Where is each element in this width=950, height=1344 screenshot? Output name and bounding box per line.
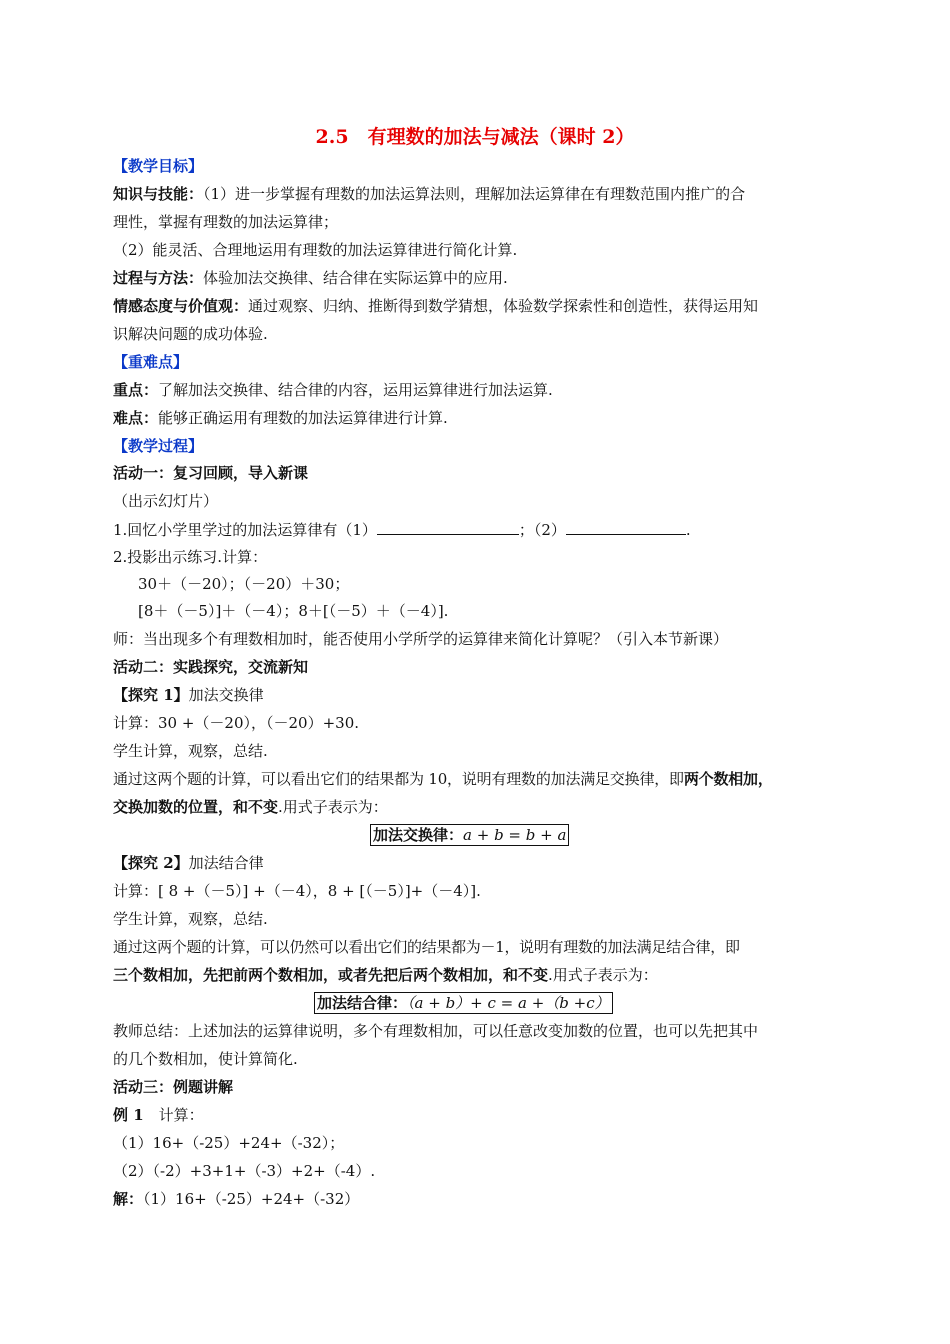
page-title: 2.5 有理数的加法与减法（课时 2） [315,126,635,148]
explore-1-title: 加法交换律 [188,686,264,704]
process-text: 体验加法交换律、结合律在实际运算中的应用. [203,269,508,287]
explore-2-students: 学生计算，观察，总结. [113,910,268,928]
section-heading-key-points: 【重难点】 [113,353,189,371]
activity1-heading: 活动一：复习回顾，导入新课 [113,464,309,482]
explore-2-text-1: 通过这两个题的计算，可以仍然可以看出它们的结果都为－1，说明有理数的加法满足结合律，即 [113,938,740,956]
commutative-law-box [370,824,569,846]
associative-law-box [314,992,613,1014]
example-1-label: 例 1 [113,1106,144,1124]
example-item-2: （2）（-2）+3+1+（-3）+2+（-4）. [113,1162,376,1180]
explore-2-bold: 三个数相加，先把前两个数相加，或者先把后两个数相加，和不变 [113,966,549,984]
difficulty-text: 能够正确运用有理数的加法运算律进行计算. [158,409,448,427]
question-1-part-a: 1.回忆小学里学过的加法运算律有（1） [113,521,377,539]
question-1-part-c: . [685,521,691,539]
commutative-law-formula: a + b = b + a [463,826,567,844]
explore-1-paragraph-line-2 [113,797,388,817]
teacher-summary-1: 教师总结：上述加法的运算律说明，多个有理数相加，可以任意改变加数的位置，也可以先把其中 [113,1022,759,1040]
explore-1-paragraph-line-1 [113,769,773,789]
question-1-part-b: ；（2） [518,521,566,539]
teacher-question: 师：当出现多个有理数相加时，能否使用小学所学的运算律来简化计算呢？（引入本节新课） [113,630,729,648]
explore-1-bold-1: 两个数相加， [683,770,773,788]
section-heading-process: 【教学过程】 [113,437,204,455]
explore-2-paragraph-line-2 [113,965,658,985]
focus-line [113,380,553,400]
difficulty-label: 难点： [113,409,159,427]
knowledge-text-1: （1）进一步掌握有理数的加法运算法则，理解加法运算律在有理数范围内推广的合 [203,185,746,203]
attitude-line-1 [113,296,758,316]
attitude-text-1: 通过观察、归纳、推断得到数学猜想，体验数学探索性和创造性，获得运用知 [248,297,759,315]
explore-2-calc: 计算：[ 8 +（－5）] +（－4），8 + [（－5）]+（－4）]. [113,882,481,900]
explore-1-label: 【探究 1】 [113,686,189,704]
explore-2-text-2: .用式子表示为： [548,966,658,984]
focus-text: 了解加法交换律、结合律的内容，运用运算律进行加法运算. [158,381,553,399]
answer-blank-2 [566,519,686,535]
activity2-heading: 活动二：实践探究，交流新知 [113,658,309,676]
attitude-text-2: 识解决问题的成功体验. [113,325,268,343]
solution-text: （1）16+（-25）+24+（-32） [143,1190,360,1208]
explore-1-bold-2: 交换加数的位置，和不变 [113,798,279,816]
commutative-law-label: 加法交换律： [373,826,464,844]
knowledge-text-2: 理性，掌握有理数的加法运算律； [113,213,339,231]
explore-1-heading [113,685,264,705]
section-heading-goals: 【教学目标】 [113,157,204,175]
question-1-line [113,519,691,540]
activity3-heading: 活动三：例题讲解 [113,1078,234,1096]
example-1-text: 计算： [143,1106,204,1124]
explore-1-text-2: .用式子表示为： [278,798,388,816]
explore-1-calc: 计算：30 +（－20），（－20）+30. [113,714,360,732]
slide-note: （出示幻灯片） [113,492,219,510]
process-method-line [113,268,508,288]
explore-2-title: 加法结合律 [188,854,264,872]
knowledge-label: 知识与技能： [113,185,204,203]
solution-line [113,1189,359,1209]
associative-law-label: 加法结合律： [317,994,408,1012]
teacher-summary-2: 的几个数相加，使计算简化. [113,1050,298,1068]
solution-label: 解： [113,1190,144,1208]
attitude-label: 情感态度与价值观： [113,297,249,315]
example-item-1: （1）16+（-25）+24+（-32）； [113,1134,345,1152]
focus-label: 重点： [113,381,159,399]
question-2: 2.投影出示练习.计算： [113,548,268,566]
knowledge-text-3: （2）能灵活、合理地运用有理数的加法运算律进行简化计算. [113,241,518,259]
explore-2-heading [113,853,264,873]
expression-line-2: [8＋（－5）]＋（－4）；8＋[（－5）＋（－4）]. [138,602,449,620]
difficulty-line [113,408,448,428]
knowledge-line-1 [113,184,745,204]
explore-1-students: 学生计算，观察，总结. [113,742,268,760]
expression-line-1: 30＋（－20）；（－20）＋30； [138,575,350,593]
example-1-heading [113,1105,204,1125]
answer-blank-1 [377,519,519,535]
explore-1-text-1: 通过这两个题的计算，可以看出它们的结果都为 10，说明有理数的加法满足交换律，即 [113,770,684,788]
explore-2-label: 【探究 2】 [113,854,189,872]
process-label: 过程与方法： [113,269,204,287]
associative-law-formula: （a + b）+ c = a +（b +c） [407,994,610,1012]
